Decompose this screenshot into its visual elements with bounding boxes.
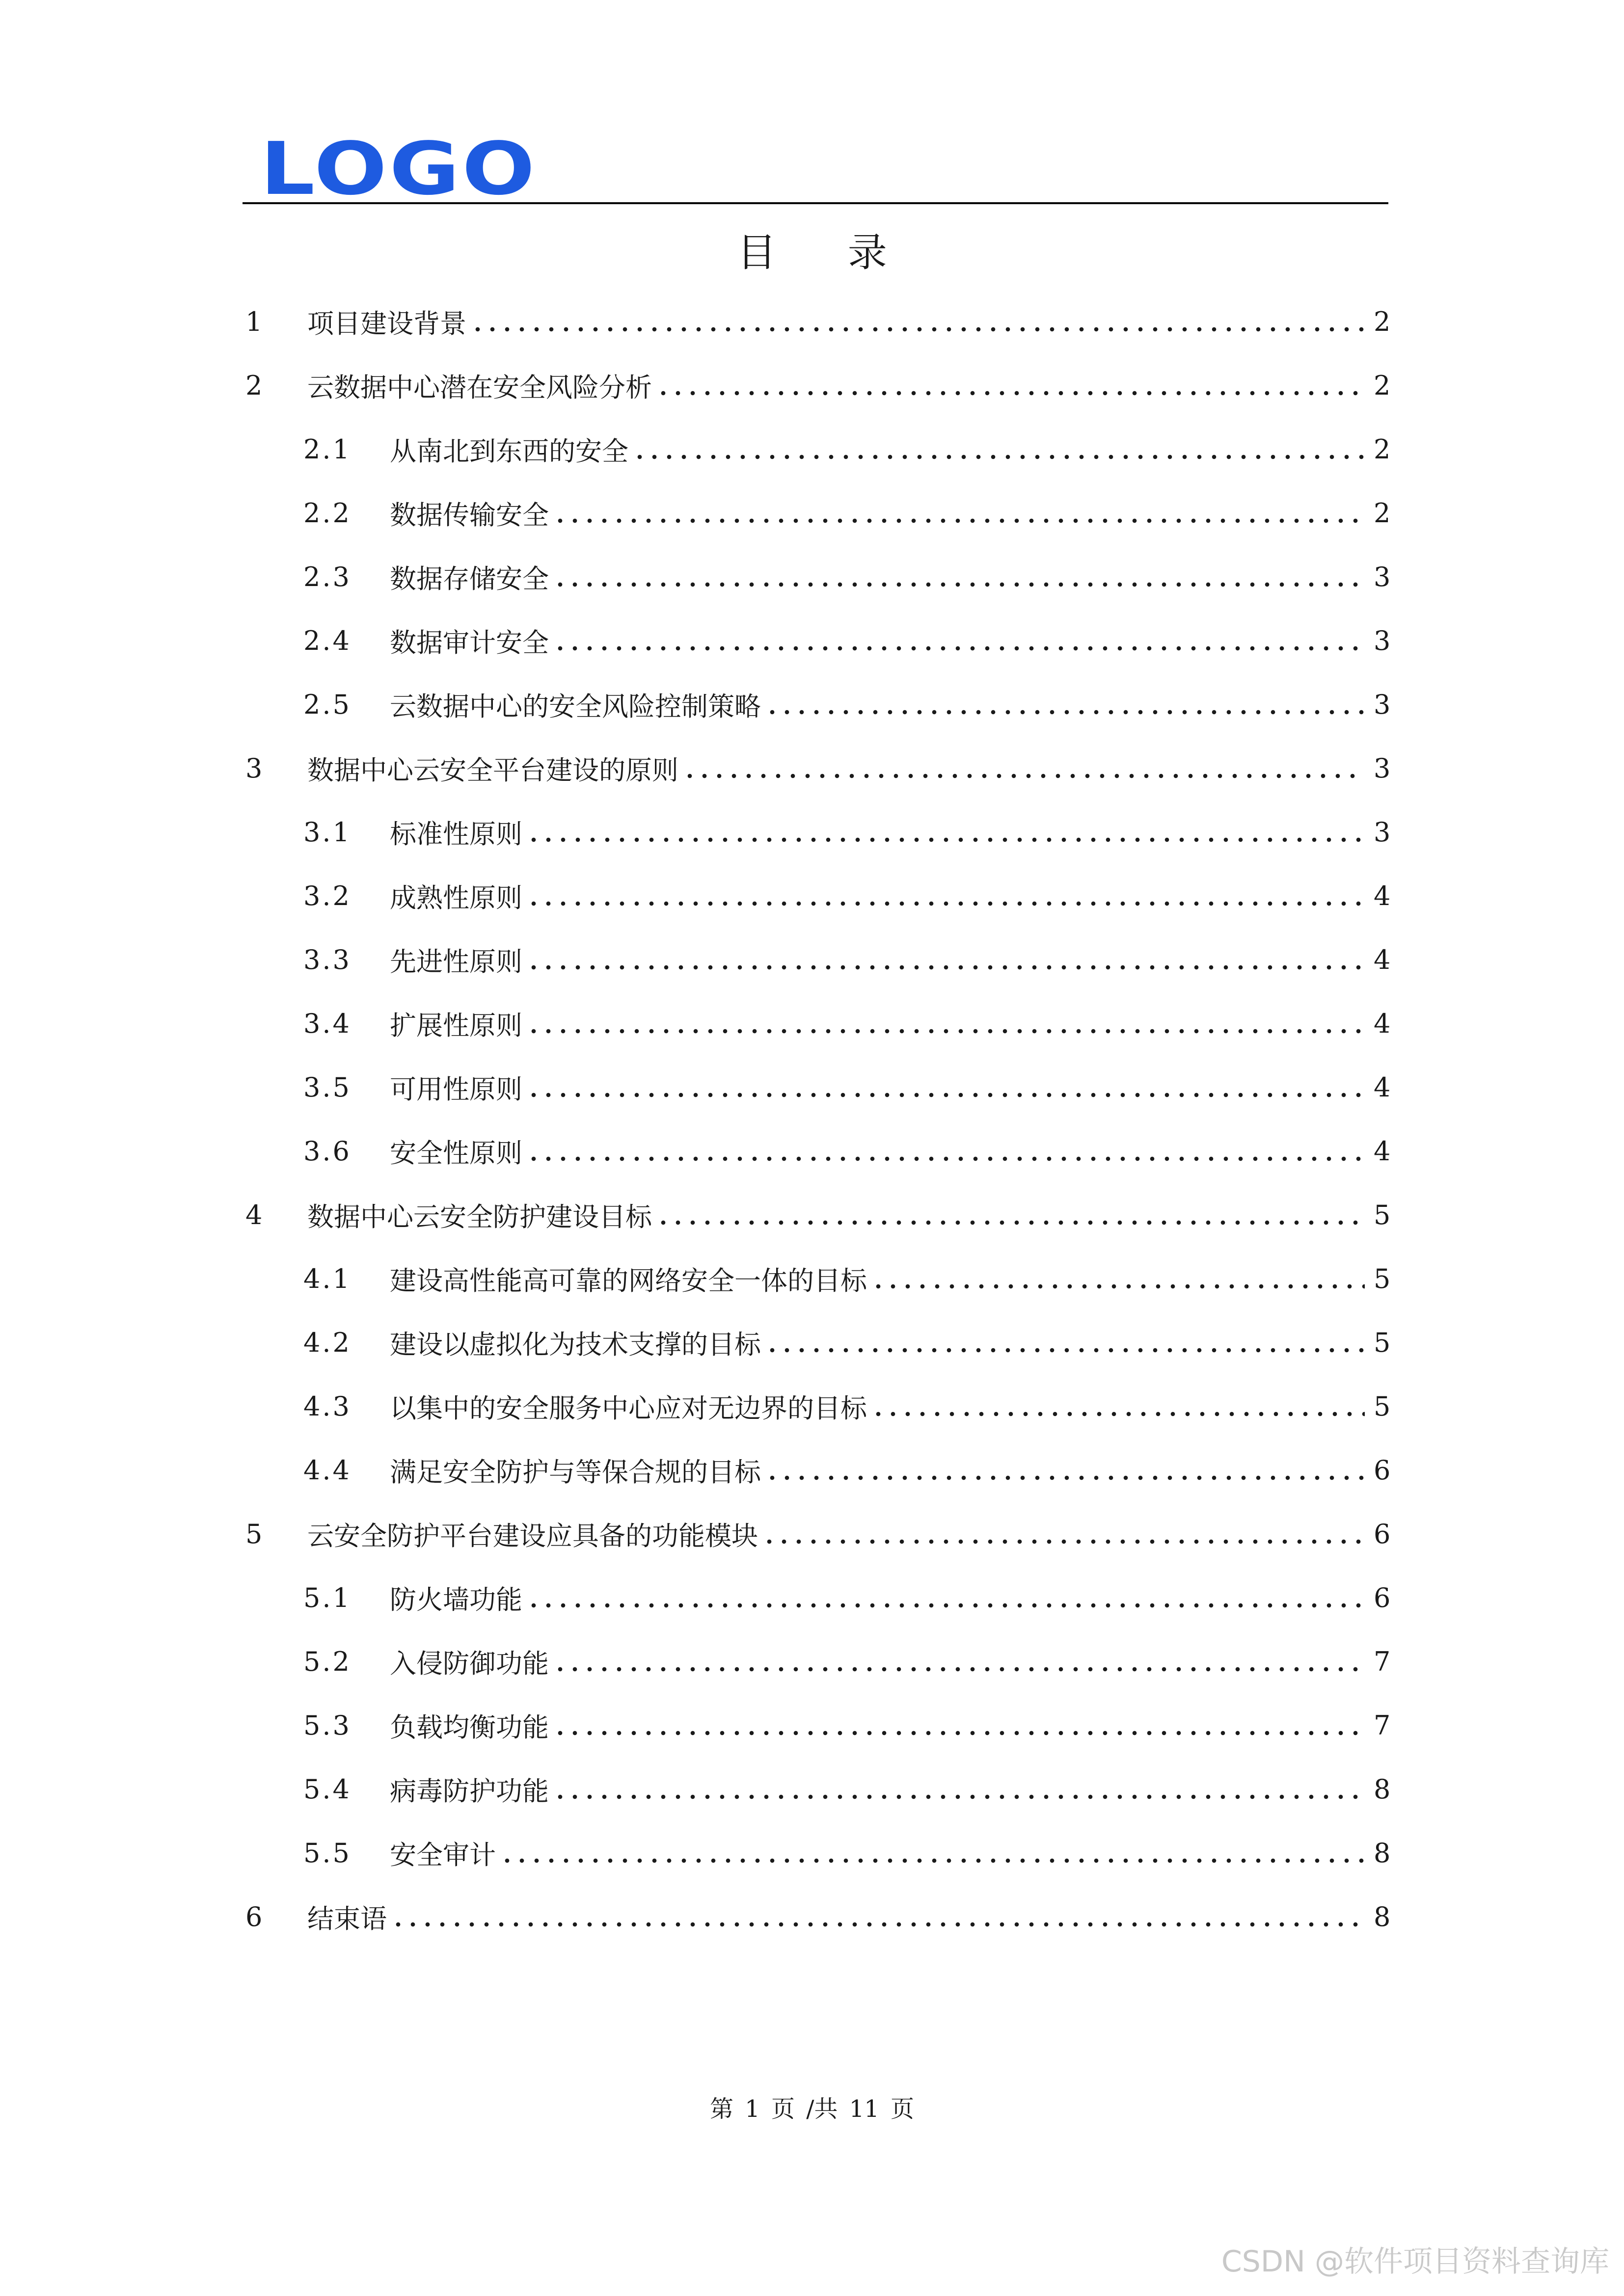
toc-dot-leader: [682, 755, 1365, 781]
toc-dot-leader: [526, 1074, 1365, 1100]
toc-dot-leader: [526, 819, 1365, 845]
toc-entry-label: 病毒防护功能: [390, 1775, 549, 1807]
page-footer: [0, 2090, 1624, 2124]
toc-entry-page: 6: [1374, 1582, 1391, 1613]
toc-dot-leader: [526, 1010, 1365, 1037]
toc-entry-page: 4: [1374, 1071, 1391, 1103]
toc-entry[interactable]: [243, 1890, 1391, 1944]
toc-entry-page: 2: [1374, 370, 1391, 401]
toc-entry-page: 2: [1374, 497, 1391, 529]
toc-entry[interactable]: [243, 1826, 1391, 1880]
toc-entry-label: 先进性原则: [390, 946, 522, 977]
toc-entry-page: 6: [1374, 1518, 1391, 1549]
header-rule: [243, 202, 1388, 204]
toc-entry-page: 8: [1374, 1773, 1391, 1805]
toc-entry[interactable]: [243, 933, 1391, 987]
toc-entry-label: 云数据中心的安全风险控制策略: [390, 691, 761, 722]
toc-dot-leader: [762, 1521, 1365, 1547]
toc-entry-number: 2.5: [303, 689, 352, 720]
toc-dot-leader: [871, 1265, 1365, 1292]
toc-entry[interactable]: [243, 1698, 1391, 1752]
toc-entry-label: 项目建设背景: [307, 308, 466, 339]
toc-entry-number: 6: [245, 1901, 263, 1932]
toc-entry-label: 建设高性能高可靠的网络安全一体的目标: [390, 1265, 867, 1296]
toc-entry-label: 数据中心云安全平台建设的原则: [307, 754, 678, 786]
toc-entry-number: 3.2: [303, 880, 352, 911]
toc-entry-label: 扩展性原则: [390, 1010, 522, 1041]
toc-title: 目 录: [737, 230, 917, 275]
toc-entry-number: 1: [245, 306, 263, 337]
toc-entry[interactable]: [243, 1188, 1391, 1242]
toc-entry-number: 2.2: [303, 497, 352, 529]
toc-dot-leader: [500, 1840, 1365, 1866]
toc-entry-label: 结束语: [307, 1903, 387, 1934]
toc-dot-leader: [656, 1201, 1365, 1228]
toc-entry-page: 3: [1374, 625, 1391, 656]
toc-entry-page: 4: [1374, 944, 1391, 975]
toc-entry-page: 3: [1374, 561, 1391, 592]
toc-entry-label: 成熟性原则: [390, 882, 522, 913]
toc-dot-leader: [553, 563, 1365, 590]
toc-entry-label: 从南北到东西的安全: [390, 435, 628, 467]
toc-entry-page: 4: [1374, 880, 1391, 911]
watermark: CSDN @软件项目资料查询库: [1221, 2244, 1609, 2279]
toc-dot-leader: [656, 372, 1365, 399]
toc-entry-page: 6: [1374, 1454, 1391, 1486]
toc-dot-leader: [391, 1903, 1365, 1930]
toc-entry[interactable]: [243, 1762, 1391, 1816]
toc-entry-number: 5.2: [303, 1646, 352, 1677]
toc-entry-label: 以集中的安全服务中心应对无边界的目标: [390, 1392, 867, 1424]
toc-entry[interactable]: [243, 1379, 1391, 1433]
toc-entry[interactable]: [243, 1443, 1391, 1497]
toc-dot-leader: [871, 1393, 1365, 1419]
toc-entry-label: 安全性原则: [390, 1137, 522, 1169]
toc-entry-number: 4.2: [303, 1327, 352, 1358]
toc-entry[interactable]: [243, 1571, 1391, 1625]
toc-entry-number: 5.5: [303, 1837, 352, 1869]
toc-dot-leader: [553, 627, 1365, 654]
toc-entry[interactable]: [243, 677, 1391, 731]
toc-entry[interactable]: [243, 1252, 1391, 1306]
toc-entry-number: 5.4: [303, 1773, 352, 1805]
toc-entry-number: 4.4: [303, 1454, 352, 1486]
toc-entry-number: 2.4: [303, 625, 352, 656]
logo: LOGO: [260, 127, 538, 211]
toc-entry-label: 云安全防护平台建设应具备的功能模块: [307, 1520, 758, 1551]
toc-dot-leader: [553, 1648, 1365, 1675]
toc-entry-label: 数据存储安全: [390, 563, 549, 594]
toc-entry-number: 3.3: [303, 944, 352, 975]
toc-entry-label: 满足安全防护与等保合规的目标: [390, 1456, 761, 1488]
toc-entry-label: 数据中心云安全防护建设目标: [307, 1201, 652, 1232]
toc-entry-label: 可用性原则: [390, 1073, 522, 1105]
toc-entry-label: 防火墙功能: [390, 1584, 522, 1615]
toc-entry[interactable]: [243, 1315, 1391, 1369]
toc-dot-leader: [526, 1138, 1365, 1164]
toc-entry-page: 8: [1374, 1837, 1391, 1869]
toc-entry[interactable]: [243, 869, 1391, 923]
toc-entry-number: 5.1: [303, 1582, 352, 1613]
toc-entry-page: 2: [1374, 306, 1391, 337]
toc-dot-leader: [632, 436, 1365, 462]
toc-entry-label: 标准性原则: [390, 818, 522, 850]
toc-entry-number: 4.1: [303, 1263, 352, 1294]
toc-entry-page: 3: [1374, 752, 1391, 784]
toc-entry-number: 4: [245, 1199, 263, 1230]
toc-dot-leader: [526, 882, 1365, 909]
toc-dot-leader: [765, 691, 1365, 718]
toc-entry[interactable]: [243, 294, 1391, 348]
toc-entry-label: 云数据中心潜在安全风险分析: [307, 372, 652, 403]
toc-entry-number: 2.1: [303, 433, 352, 465]
toc-entry-number: 2: [245, 370, 263, 401]
toc-entry-page: 2: [1374, 433, 1391, 465]
toc-entry-number: 3.1: [303, 816, 352, 848]
toc-entry-number: 3.6: [303, 1135, 352, 1167]
toc-entry-number: 3: [245, 752, 263, 784]
toc-entry[interactable]: [243, 1634, 1391, 1688]
toc-entry-page: 5: [1374, 1327, 1391, 1358]
toc-entry-label: 建设以虚拟化为技术支撑的目标: [390, 1329, 761, 1360]
toc-entry[interactable]: [243, 358, 1391, 412]
toc-dot-leader: [526, 1584, 1365, 1611]
toc-entry-label: 负载均衡功能: [390, 1711, 549, 1743]
toc-entry-label: 数据审计安全: [390, 627, 549, 658]
toc-entry-number: 5: [245, 1518, 263, 1549]
toc-entry[interactable]: [243, 1060, 1391, 1114]
toc-entry-label: 入侵防御功能: [390, 1648, 549, 1679]
toc-entry[interactable]: [243, 996, 1391, 1050]
toc-entry[interactable]: [243, 805, 1391, 859]
toc-entry-page: 5: [1374, 1390, 1391, 1422]
toc-entry[interactable]: [243, 1507, 1391, 1561]
toc-entry-page: 5: [1374, 1263, 1391, 1294]
toc-entry-page: 3: [1374, 816, 1391, 848]
toc-entry-number: 5.3: [303, 1709, 352, 1741]
toc-dot-leader: [765, 1457, 1365, 1483]
toc-entry-number: 3.5: [303, 1071, 352, 1103]
toc-dot-leader: [526, 946, 1365, 973]
page-number-label: 第 1 页 /共 11 页: [709, 2095, 915, 2123]
toc-entry-page: 4: [1374, 1135, 1391, 1167]
toc-entry-page: 4: [1374, 1008, 1391, 1039]
toc-dot-leader: [765, 1329, 1365, 1356]
toc-entry[interactable]: [243, 422, 1391, 476]
toc-entry-number: 3.4: [303, 1008, 352, 1039]
toc-entry[interactable]: [243, 550, 1391, 604]
toc-entry-number: 4.3: [303, 1390, 352, 1422]
toc-entry-page: 5: [1374, 1199, 1391, 1230]
toc-dot-leader: [553, 1712, 1365, 1738]
toc-entry-label: 数据传输安全: [390, 499, 549, 531]
toc-entry[interactable]: [243, 741, 1391, 795]
toc-dot-leader: [553, 1776, 1365, 1802]
toc-entry[interactable]: [243, 486, 1391, 540]
toc-entry[interactable]: [243, 1124, 1391, 1178]
toc-entry-label: 安全审计: [390, 1839, 496, 1870]
toc-dot-leader: [470, 308, 1365, 335]
toc-entry[interactable]: [243, 614, 1391, 667]
toc-entry-page: 8: [1374, 1901, 1391, 1932]
toc-entry-page: 7: [1374, 1709, 1391, 1741]
toc-entry-page: 3: [1374, 689, 1391, 720]
toc-entry-page: 7: [1374, 1646, 1391, 1677]
toc-dot-leader: [553, 500, 1365, 526]
toc-entry-number: 2.3: [303, 561, 352, 592]
